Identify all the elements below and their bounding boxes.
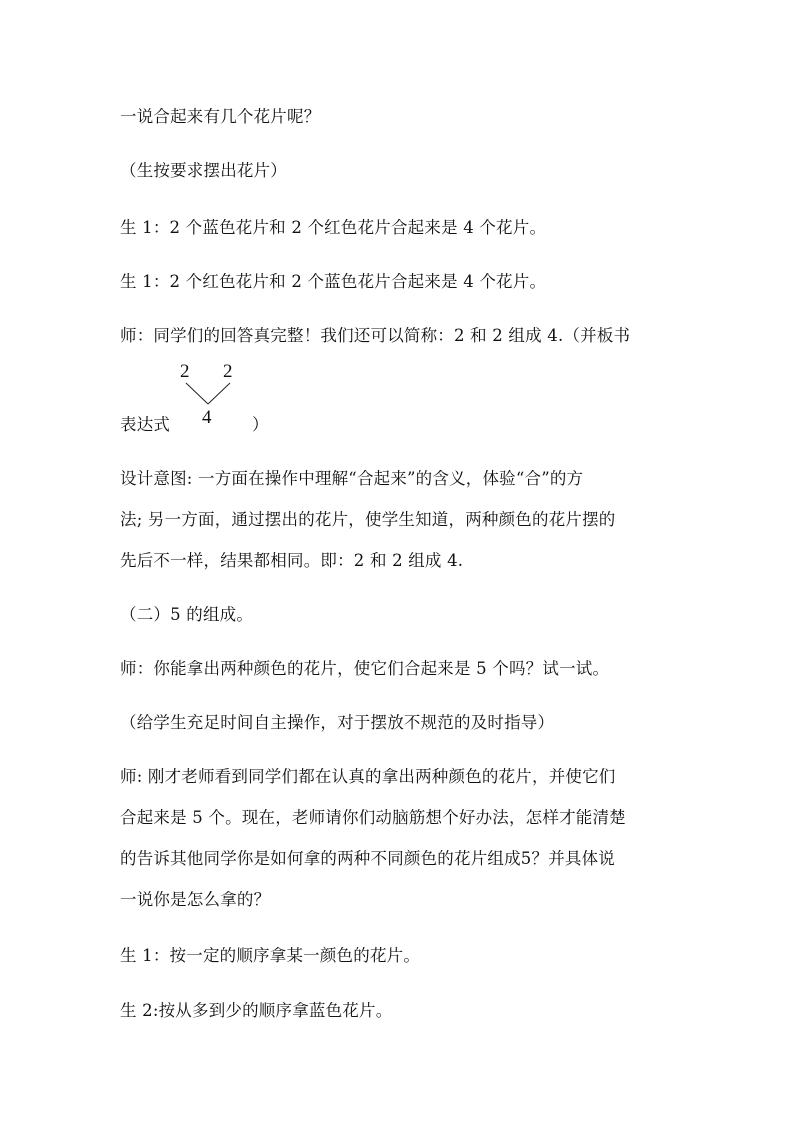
text-line: 生 1：按一定的顺序拿某一颜色的花片。	[120, 946, 421, 965]
text-line: 表达式	[120, 415, 171, 434]
number-composition-diagram	[176, 360, 248, 434]
text-line: （生按要求摆出花片）	[120, 161, 287, 180]
text-line: （给学生充足时间自主操作，对于摆放不规范的及时指导）	[120, 713, 555, 732]
text-line: 生 2:按从多到少的顺序拿蓝色花片。	[120, 1001, 393, 1020]
text-line: 师：同学们的回答真完整！我们还可以简称：2 和 2 组成 4.（并板书	[120, 326, 631, 345]
text-line: 师：你能拿出两种颜色的花片，使它们合起来是 5 个吗？试一试。	[120, 659, 610, 678]
text-line: 的告诉其他同学你是如何拿的两种不同颜色的花片组成5？并具体说	[120, 849, 615, 868]
composition-part-right: 2	[223, 361, 233, 382]
text-line: 合起来是 5 个。现在，老师请你们动脑筋想个好办法，怎样才能清楚	[120, 808, 626, 827]
composition-part-left: 2	[180, 361, 190, 382]
text-line: （二）5 的组成。	[120, 605, 254, 624]
text-line: 先后不一样，结果都相同。即：2 和 2 组成 4.	[120, 551, 464, 570]
text-line: 法; 另一方面，通过摆出的花片，使学生知道，两种颜色的花片摆的	[120, 510, 616, 529]
text-line: 一说你是怎么拿的？	[120, 890, 271, 909]
text-line: 生 1：2 个蓝色花片和 2 个红色花片合起来是 4 个花片。	[120, 218, 547, 237]
text-line: ）	[252, 415, 269, 434]
text-line: 一说合起来有几个花片呢？	[120, 107, 321, 126]
composition-total: 4	[202, 407, 212, 428]
text-line: 设计意图: 一方面在操作中理解“合起来”的含义，体验“合”的方	[120, 469, 584, 488]
text-line: 师: 刚才老师看到同学们都在认真的拿出两种颜色的花片，并使它们	[120, 767, 616, 786]
text-line: 生 1：2 个红色花片和 2 个蓝色花片合起来是 4 个花片。	[120, 272, 547, 291]
